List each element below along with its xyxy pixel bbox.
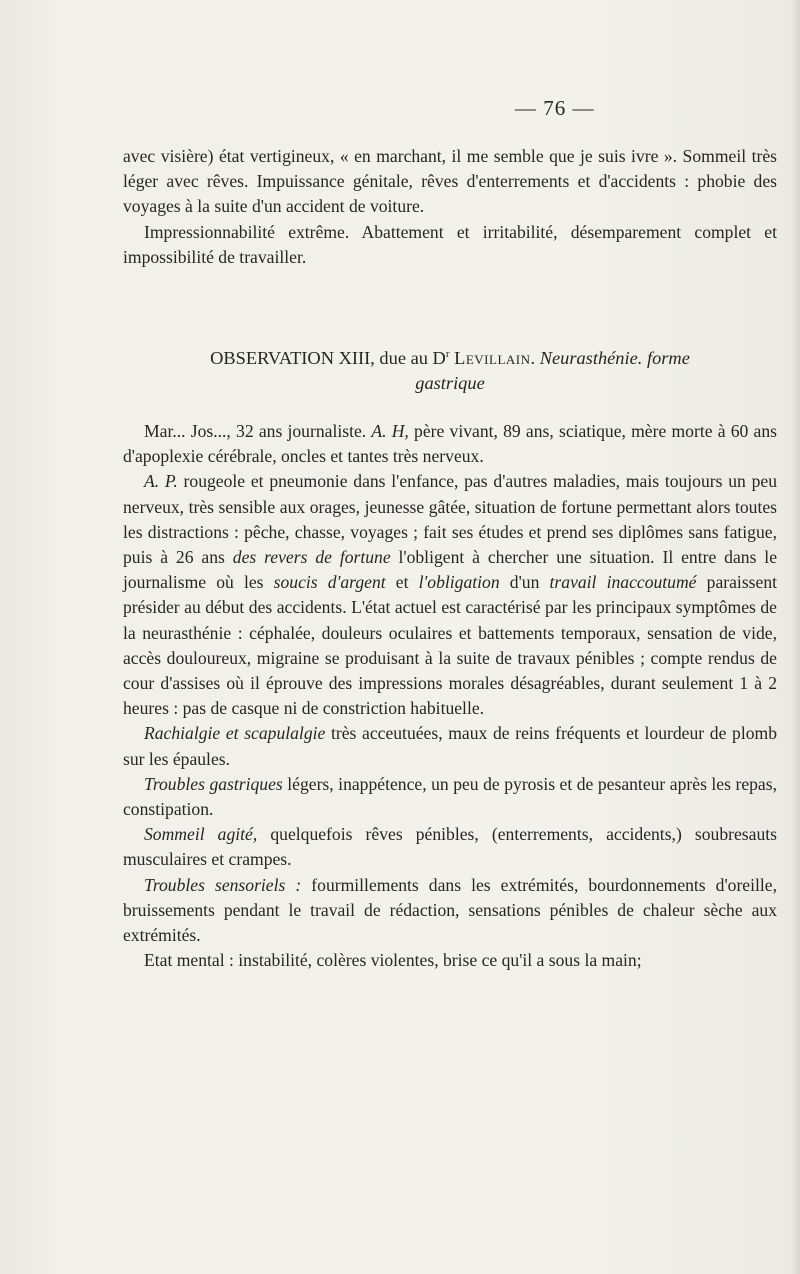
p4-italic: Troubles gastriques [144, 773, 283, 794]
p2-i1: des revers de fortune [232, 547, 391, 568]
p2-i2: soucis d'argent [273, 572, 386, 593]
observation-heading-sup: r [445, 348, 450, 360]
observation-author: Levillain [454, 348, 531, 369]
p2-c: et [385, 572, 419, 593]
p1-lead: Mar... Jos..., 32 ans journaliste. [144, 421, 372, 441]
p2-a: rougeole et pneumonie dans l'enfance, pas d'autres maladies, mais toujours un peu nerveux, très sensible aux orages, jeunesse gâtée, situation de fortune permettant alors toutes les distractions : pêche, chasse, voyages ; fait ses études et prend ses diplômes sans fatigue, puis à 26 ans [123, 471, 778, 568]
continuation-paragraph-1: avec visière) état vertigineux, « en marchant, il me semble que je suis ivre ». Sommeil très léger avec rêves. Impuissance génitale, rêves d'enterrements et d'accidents : phobie des voyages à la suite d'un accident de voiture. [123, 146, 777, 217]
observation-title-b: gastrique [415, 373, 485, 394]
p2-e: paraissent présider au début des accidents. L'état actuel est caractérisé par les principaux symptômes de la neurasthénie : céphalée, douleurs oculaires et battements temporaux, sensation de vide, accès douloureux, migraine se produisant à la suite de travaux pénibles ; compte rendus de cour d'assises où il éprouve des impressions morales désagréables, durant seulement 1 à 2 heures : pas de casque ni de constriction habituelle. [123, 572, 778, 719]
p2-i4: travail inaccoutumé [549, 572, 697, 593]
p1-rest: père vivant, 89 ans, sciatique, mère morte à 60 ans d'apoplexie cérébrale, oncles et tantes très nerveux. [123, 421, 778, 467]
page-number: — 76 — [515, 96, 595, 120]
p3-rest: très acceutuées, maux de reins fréquents et lourdeur de plomb sur les épaules. [123, 723, 777, 769]
page-edge-shadow [790, 0, 800, 1274]
observation-heading-prefix: OBSERVATION XIII, due au D [210, 348, 446, 369]
p5-italic: Sommeil agité, [144, 824, 258, 845]
p1-ah: A. H, [371, 421, 409, 441]
body-paragraph-5 [123, 822, 777, 872]
p2-i3: l'obligation [418, 572, 500, 593]
body-paragraph-6 [123, 873, 777, 949]
continuation-text [123, 144, 777, 270]
p4-rest: légers, inappétence, un peu de pyrosis et de pesanteur après les repas, constipation. [123, 773, 777, 820]
body-paragraph-1 [123, 419, 777, 469]
p2-ap: A. P. [144, 471, 178, 492]
observation-heading: OBSERVATION XIII, due au $D^r$ Levillain. Neurasthénie. forme gastrique [123, 342, 777, 396]
p6-italic: Troubles sensoriels : [144, 874, 302, 895]
body-paragraph-4 [123, 772, 777, 822]
body-paragraph-3 [123, 721, 777, 771]
observation-title-a: Neurasthénie. forme [539, 348, 690, 369]
observation-body [123, 419, 777, 973]
p2-d: d'un [499, 572, 550, 593]
p3-italic: Rachialgie et scapulalgie [144, 723, 326, 744]
body-paragraph-7: Etat mental : instabilité, colères violentes, brise ce qu'il a sous la main; [144, 950, 642, 971]
body-paragraph-2 [123, 469, 777, 721]
p5-rest: quelquefois rêves pénibles, (enterrements, accidents,) soubresauts musculaires et crampes. [123, 824, 777, 870]
continuation-paragraph-2: Impressionnabilité extrême. Abattement et irritabilité, désemparement complet et impossibilité de travailler. [123, 221, 777, 267]
p2-b: l'obligent à chercher une situation. Il entre dans le journalisme où les [123, 547, 778, 593]
p6-rest: fourmillements dans les extrémités, bourdonnements d'oreille, bruissements pendant le travail de rédaction, sensations pénibles de chaleur sèche aux extrémités. [123, 874, 777, 946]
